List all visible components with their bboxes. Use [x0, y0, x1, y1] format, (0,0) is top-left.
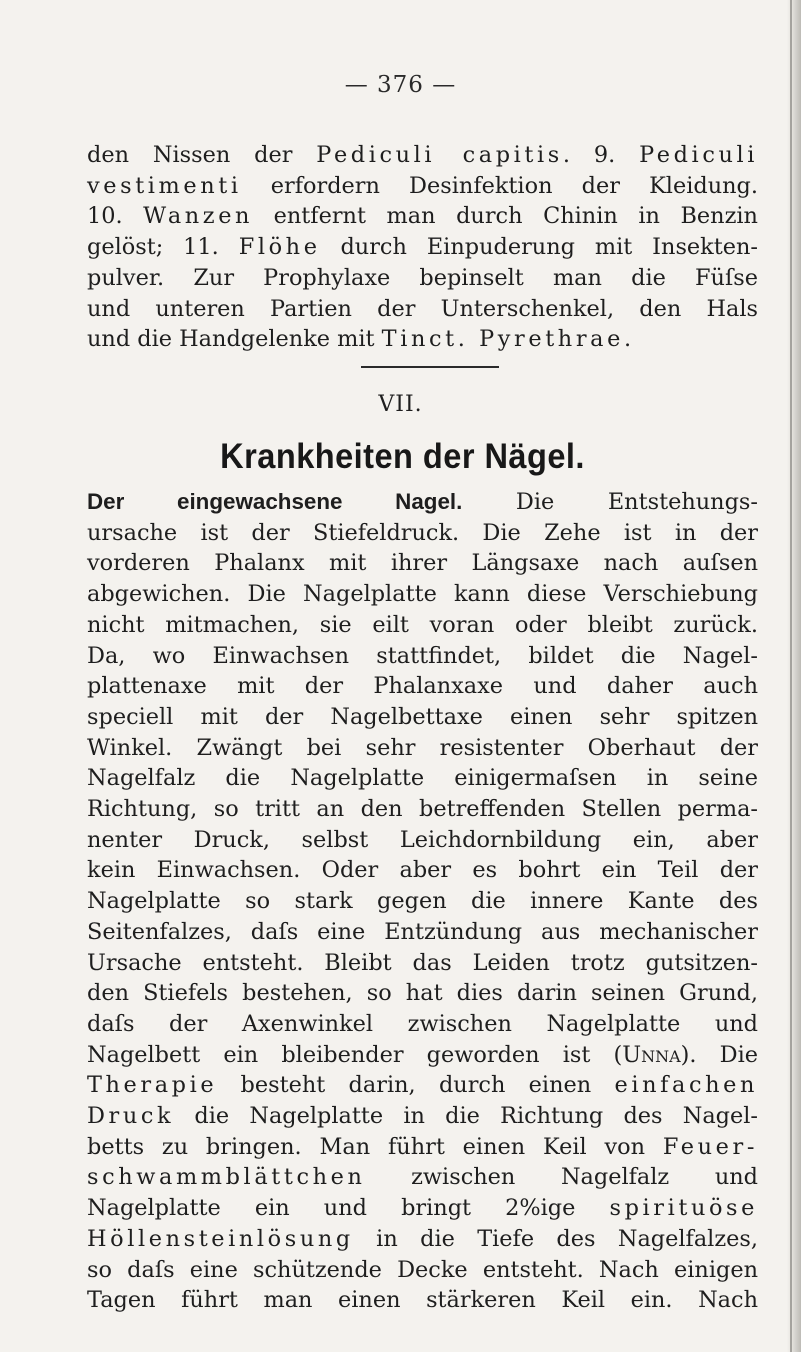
text-line: gelöst; 11. Flöhe durch Einpuderung mit Insekten-	[87, 234, 758, 261]
emphasized-term: Flöhe	[238, 234, 321, 261]
text-line: schwammblättchen zwischen Nagelfalz und	[87, 1164, 758, 1191]
emphasized-term: Pediculi capitis	[316, 142, 563, 168]
text-line: Nagelplatte ein und bringt 2%ige spirituöse	[87, 1195, 758, 1222]
text-line: Höllensteinlösung in die Tiefe des Nagelfalzes,	[87, 1225, 758, 1252]
emphasized-term: spirituöse	[609, 1195, 758, 1222]
text-line: vestimenti erfordern Desinfektion der Kleidung.	[87, 172, 758, 199]
author-name: Unna	[622, 1041, 681, 1068]
text-line: 10. Wanzen entfernt man durch Chinin in Benzin	[87, 203, 758, 230]
text-line: Nagelfalz die Nagelplatte einigermaſsen in seine	[87, 765, 758, 792]
page-number: — 376 —	[344, 72, 457, 98]
text-line: Der eingewachsene Nagel. Die Entstehungs-	[87, 489, 758, 515]
top-paragraph	[87, 140, 758, 355]
text-line: Therapie besteht darin, durch einen einfachen	[87, 1072, 758, 1099]
text-line: Seitenfalzes, daſs eine Entzündung aus mechanischer	[87, 918, 758, 945]
text-line: nenter Druck, selbst Leichdornbildung ein, aber	[87, 826, 758, 853]
text-line: kein Einwachsen. Oder aber es bohrt ein Teil der	[87, 857, 758, 884]
emphasized-term: schwammblättchen	[87, 1164, 366, 1191]
text-line: Da, wo Einwachsen stattfindet, bildet die Nagel-	[87, 642, 758, 669]
text-line: Richtung, so tritt an den betreffenden Stellen perma-	[87, 796, 758, 823]
emphasized-term: Tinct. Pyrethrae	[381, 326, 624, 353]
section-number: VII.	[378, 392, 423, 417]
text-line: den Stiefels bestehen, so hat dies darin seinen Grund,	[87, 980, 758, 1007]
paragraph-lead-heading: Der eingewachsene Nagel.	[87, 489, 463, 514]
chapter-title: Krankheiten der Nägel.	[220, 437, 585, 476]
text-line: nicht mitmachen, sie eilt voran oder bleibt zurück.	[87, 611, 758, 638]
text-line: pulver. Zur Prophylaxe bepinselt man die Füſse	[87, 264, 758, 291]
text-line: und die Handgelenke mit Tinct. Pyrethrae.	[87, 326, 632, 353]
text-line: Druck die Nagelplatte in die Richtung des Nagel-	[87, 1103, 758, 1130]
body-paragraph	[87, 487, 758, 1316]
section-divider	[361, 366, 499, 368]
text-line: den Nissen der Pediculi capitis. 9. Pediculi	[87, 142, 758, 168]
text-line: speciell mit der Nagelbettaxe einen sehr spitzen	[87, 703, 758, 730]
emphasized-term: Pediculi	[639, 142, 758, 168]
text-line: abgewichen. Die Nagelplatte kann diese Verschiebung	[87, 581, 758, 608]
text-line: und unteren Partien der Unterschenkel, den Hals	[87, 295, 758, 322]
emphasized-term: Wanzen	[143, 203, 254, 230]
text-line: Nagelplatte so stark gegen die innere Kante des	[87, 888, 758, 915]
emphasized-term: vestimenti	[87, 172, 242, 199]
emphasized-term: Therapie	[87, 1072, 218, 1099]
page-edge-line	[790, 0, 792, 1352]
emphasized-term: Druck	[87, 1103, 175, 1130]
text-line: Winkel. Zwängt bei sehr resistenter Oberhaut der	[87, 734, 758, 761]
emphasized-term: Feuer-	[662, 1133, 758, 1160]
text-line: daſs der Axenwinkel zwischen Nagelplatte und	[87, 1010, 758, 1037]
text-line: Ursache entsteht. Bleibt das Leiden trotz gutsitzen-	[87, 949, 758, 976]
text-line: ursache ist der Stiefeldruck. Die Zehe ist in der	[87, 519, 758, 546]
text-line: Nagelbett ein bleibender geworden ist (Unna). Die	[87, 1041, 758, 1068]
emphasized-term: Höllensteinlösung	[87, 1225, 354, 1252]
text-line: Tagen führt man einen stärkeren Keil ein. Nach	[87, 1287, 758, 1314]
text-line: betts zu bringen. Man führt einen Keil von Feuer-	[87, 1133, 758, 1160]
emphasized-term: einfachen	[614, 1072, 758, 1099]
text-line: so daſs eine schützende Decke entsteht. Nach einigen	[87, 1256, 758, 1283]
text-line: vorderen Phalanx mit ihrer Längsaxe nach auſsen	[87, 550, 758, 577]
text-line: plattenaxe mit der Phalanxaxe und daher auch	[87, 673, 758, 700]
